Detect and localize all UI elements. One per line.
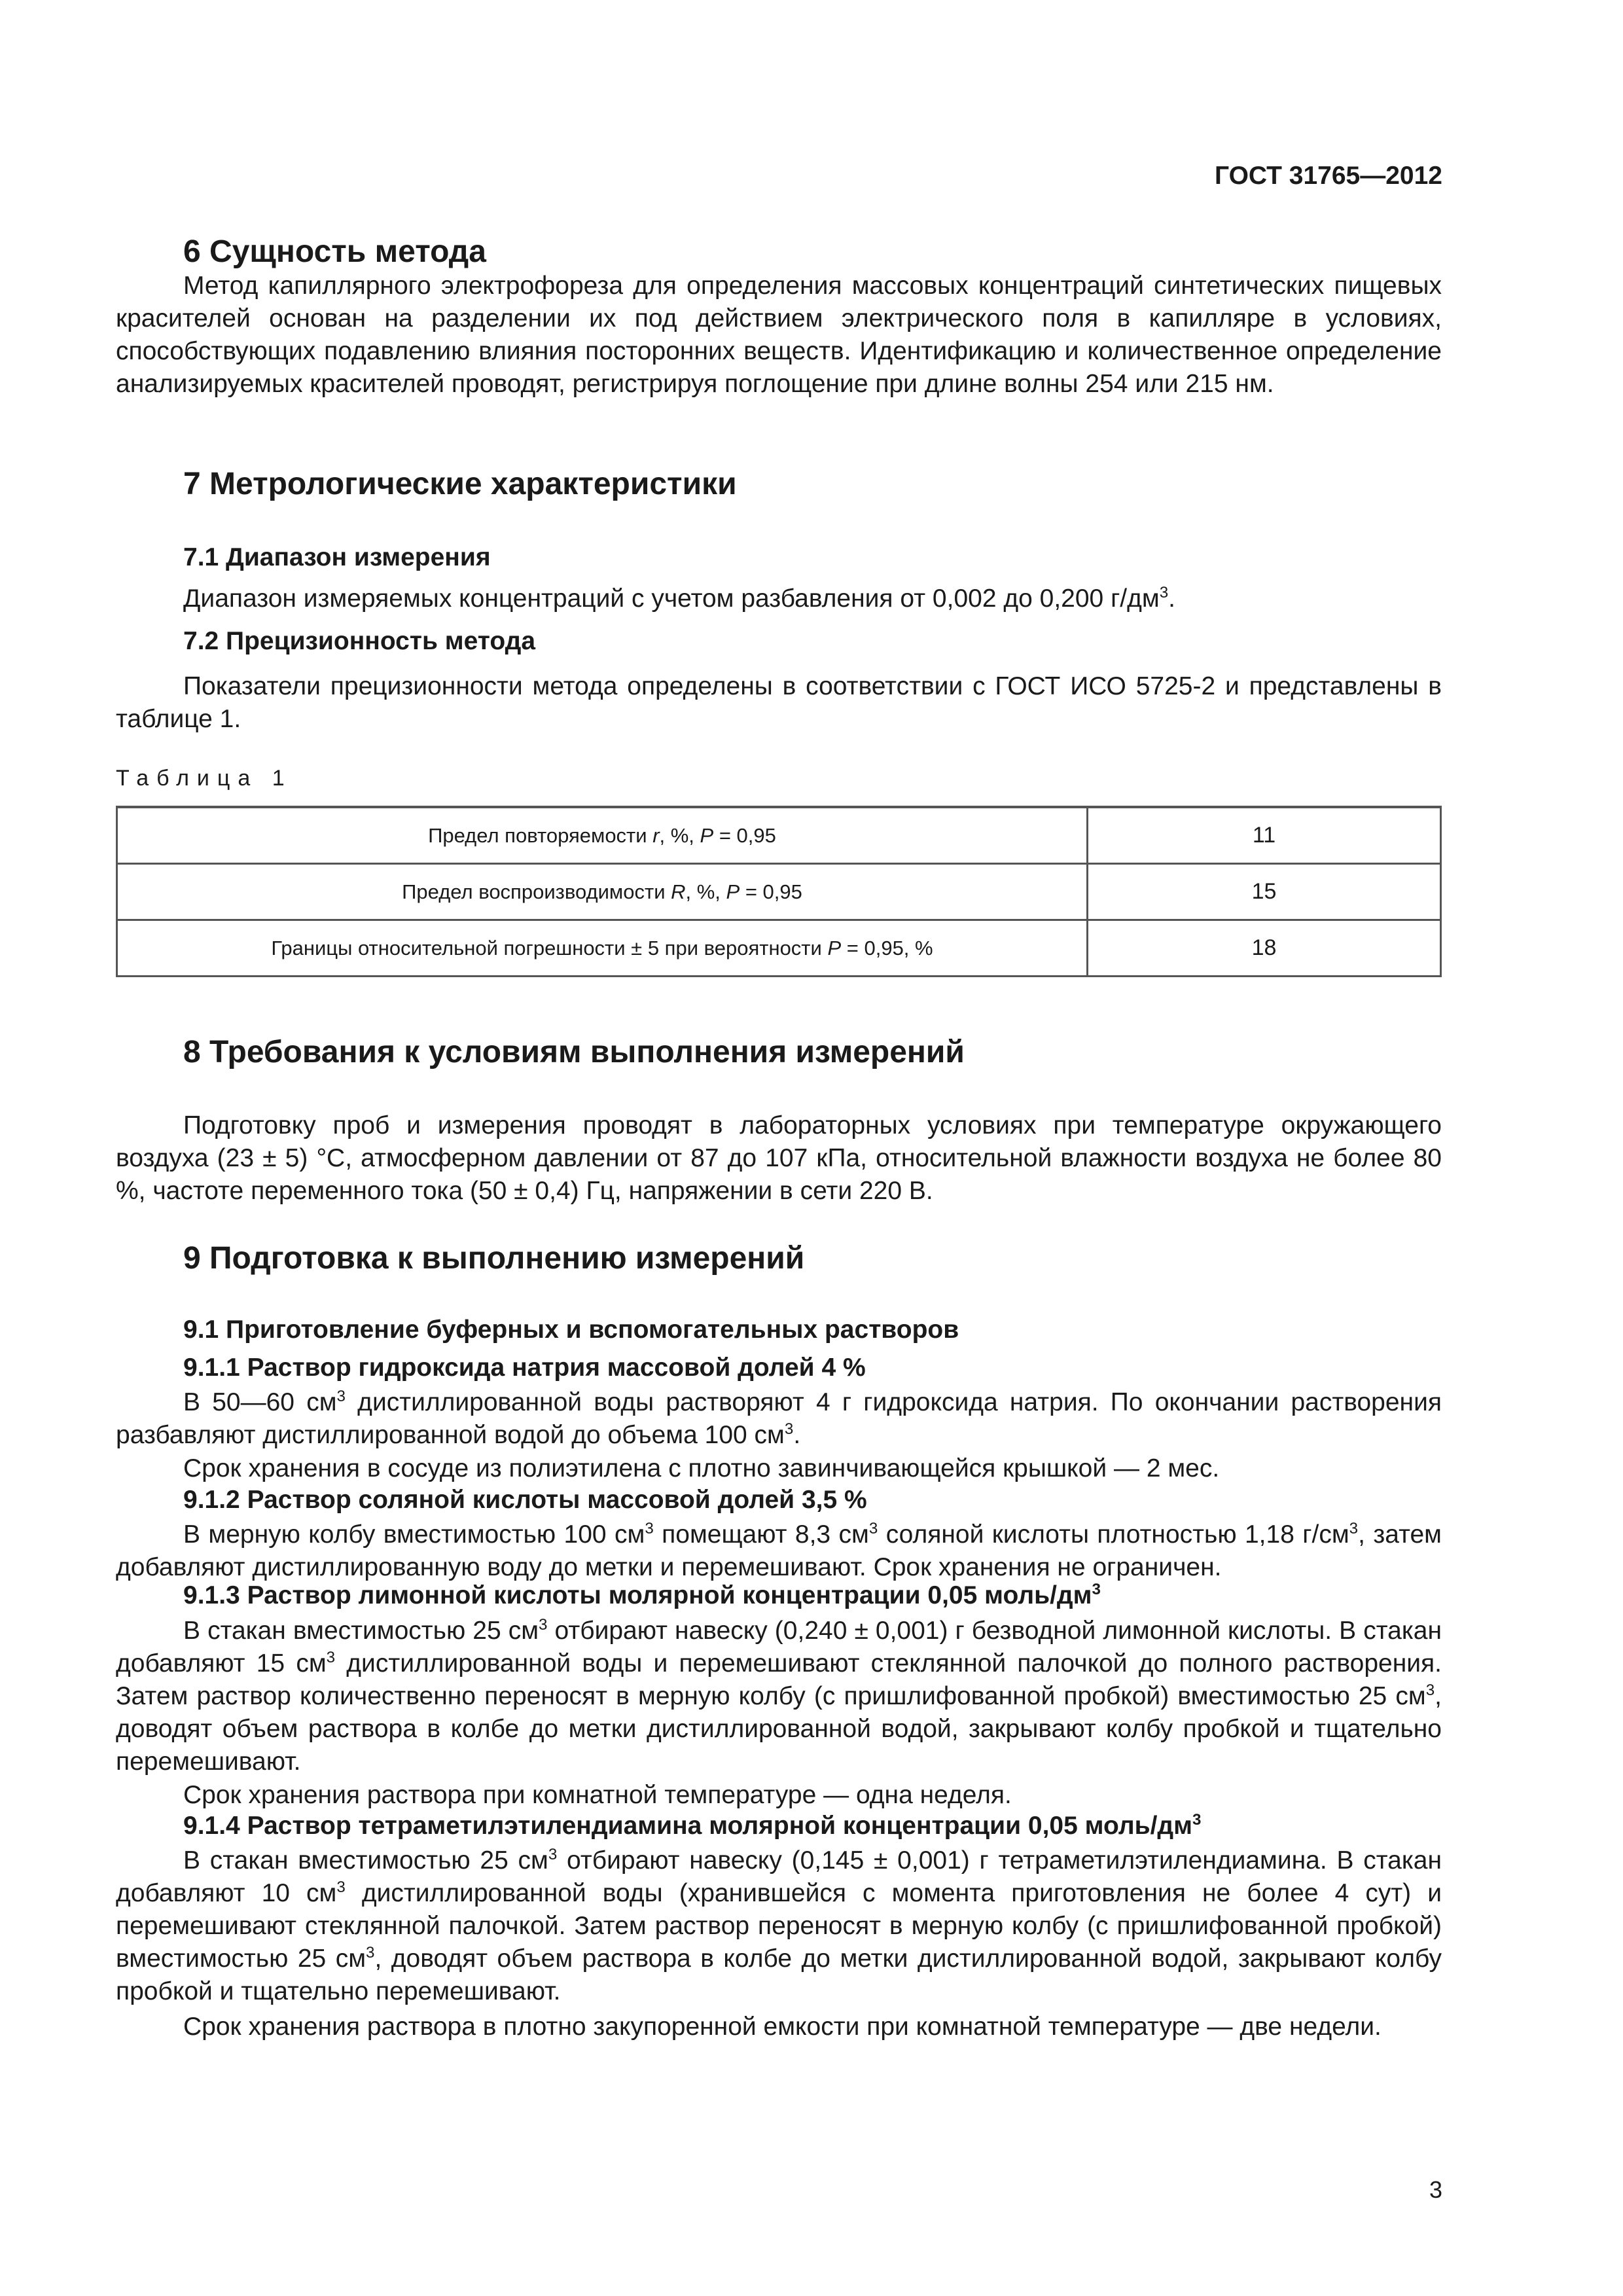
section-7-2-paragraph: Показатели прецизионности метода определены в соответствии с ГОСТ ИСО 5725-2 и представлены в таблице 1. (116, 672, 1442, 733)
section-9-1-1-title: 9.1.1 Раствор гидроксида натрия массовой долей 4 % (183, 1354, 866, 1382)
section-7-2-title: 7.2 Прецизионность метода (183, 627, 536, 655)
section-9-1-3-title: 9.1.3 Раствор лимонной кислоты молярной концентрации 0,05 моль/$дм^3$ (183, 1581, 1101, 1609)
section-7-1-title: 7.1 Диапазон измерения (183, 543, 491, 571)
section-8-title: 8 Требования к условиям выполнения измерений (183, 1035, 965, 1069)
section-9-1-1-storage: Срок хранения в сосуде из полиэтилена с плотно завинчивающейся крышкой — 2 мес. (183, 1454, 1220, 1482)
table-row (117, 920, 1441, 977)
table-cell-value: 18 (1088, 920, 1441, 977)
section-7-1-paragraph: Диапазон измеряемых концентраций с учетом разбавления от 0,002 до 0,200 $г/дм^3$. (183, 584, 1175, 613)
page-number: 3 (1429, 2176, 1442, 2203)
table-1 (116, 806, 1442, 977)
section-8-paragraph: Подготовку проб и измерения проводят в лабораторных условиях при температуре окружающего воздуха (23 ± 5) °С, атмосферном давлении от 87 до 107 кПа, относительной влажности воздуха не более 80 %, частоте переменного тока (50 ± 0,4) Гц, напряжении в сети 220 В. (116, 1111, 1442, 1205)
table-cell-label: Границы относительной погрешности ± 5 при вероятности P = 0,95, % (117, 920, 1088, 977)
section-9-1-2-title: 9.1.2 Раствор соляной кислоты массовой долей 3,5 % (183, 1486, 867, 1514)
section-9-1-4-title: 9.1.4 Раствор тетраметилэтилендиамина молярной концентрации 0,05 моль/$дм^3$ (183, 1811, 1202, 1840)
section-9-1-2-paragraph: В мерную колбу вместимостью 100 $см^3$ помещают 8,3 $см^3$ соляной кислоты плотностью 1,18 $г/см^3$, затем добавляют дистиллированную воду до метки и перемешивают. Срок хранения не ограничен. (116, 1520, 1442, 1581)
section-9-1-3-storage: Срок хранения раствора при комнатной температуре — одна неделя. (183, 1781, 1012, 1809)
section-6-title: 6 Сущность метода (183, 234, 486, 269)
section-9-1-title: 9.1 Приготовление буферных и вспомогательных растворов (183, 1316, 959, 1344)
table-row (117, 807, 1441, 864)
table-cell-value: 11 (1088, 807, 1441, 864)
section-9-1-4-paragraph: В стакан вместимостью 25 $см^3$ отбирают навеску (0,145 ± 0,001) г тетраметилэтилендиамина. В стакан добавляют 10 $см^3$ дистиллированной воды (хранившейся с момента приготовления не более 4 сут) и перемешивают стеклянной палочкой. Затем раствор переносят в мерную колбу (с пришлифованной пробкой) вместимостью 25 $см^3$, доводят объем раствора в колбе до метки дистиллированной водой, закрывают колбу пробкой и тщательно перемешивают. (116, 1846, 1442, 2005)
section-9-title: 9 Подготовка к выполнению измерений (183, 1241, 805, 1276)
document-id-header: ГОСТ 31765—2012 (1215, 162, 1442, 190)
table-1-caption: Таблица 1 (116, 766, 293, 791)
table-cell-label: Предел повторяемости r, %, P = 0,95 (117, 807, 1088, 864)
section-9-1-3-paragraph: В стакан вместимостью 25 $см^3$ отбирают навеску (0,240 ± 0,001) г безводной лимонной кислоты. В стакан добавляют 15 $см^3$ дистиллированной воды и перемешивают стеклянной палочкой до полного растворения. Затем раствор количественно переносят в мерную колбу (с пришлифованной пробкой) вместимостью 25 $см^3$, доводят объем раствора в колбе до метки дистиллированной водой, закрывают колбу пробкой и тщательно перемешивают. (116, 1616, 1442, 1776)
table-row (117, 864, 1441, 920)
table-cell-label: Предел воспроизводимости R, %, P = 0,95 (117, 864, 1088, 920)
table-cell-value: 15 (1088, 864, 1441, 920)
section-9-1-1-paragraph: В 50—60 $см^3$ дистиллированной воды растворяют 4 г гидроксида натрия. По окончании растворения разбавляют дистиллированной водой до объема 100 $см^3$. (116, 1388, 1442, 1449)
section-9-1-4-storage: Срок хранения раствора в плотно закупоренной емкости при комнатной температуре — две недели. (183, 2013, 1382, 2041)
section-7-title: 7 Метрологические характеристики (183, 467, 737, 501)
section-6-paragraph: Метод капиллярного электрофореза для определения массовых концентраций синтетических пищевых красителей основан на разделении их под действием электрического поля в капилляре в условиях, способствующих подавлению влияния посторонних веществ. Идентификацию и количественное определение анализируемых красителей проводят, регистрируя поглощение при длине волны 254 или 215 нм. (116, 272, 1442, 398)
